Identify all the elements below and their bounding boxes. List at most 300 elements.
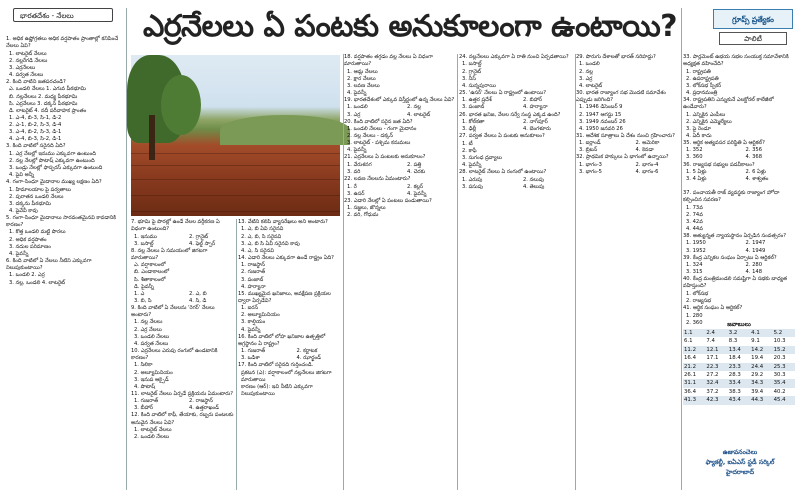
- answer-option: 1. ఎన్నికైన ఎంపీలు: [686, 111, 726, 118]
- answer-option-row: [131, 298, 234, 305]
- answer-option-row: [344, 191, 457, 198]
- answer-option: 1. ఎ, బి ఏవి సరైనవి: [241, 226, 284, 233]
- question-text: 36. రాజ్యసభ సభ్యుల పదవీకాలం?: [683, 161, 755, 168]
- answer-option-row: [459, 104, 574, 111]
- answer-option-row: [683, 240, 795, 247]
- answer-option: సి. శీతాకాలంలో: [134, 276, 166, 283]
- answer-option: 1. 1946 డిసెంబర్ 9: [579, 104, 623, 111]
- answer-row: [683, 346, 795, 354]
- answer-option: 4. పైవేవీ కావు: [9, 207, 38, 214]
- answer-option: 2. గుజరాత్: [241, 269, 266, 276]
- answer-cell: 29.2: [751, 372, 764, 379]
- answer-cell: 16.4: [684, 355, 697, 362]
- answer-option: 4. ప్రధానమంత్రి: [686, 89, 718, 96]
- answer-option: 2. గ్రానైట్: [189, 233, 209, 240]
- question-text: 30. భారత రాజ్యాంగ సభ మొదటి సమావేశం ఎప్పుడు జరిగింది?: [576, 89, 666, 103]
- answer-option: 4. ఉత్తరాఖండ్: [189, 405, 220, 412]
- answer-cell: 32.4: [705, 379, 727, 387]
- answer-option: 4. ఝార్ఖండ్: [296, 355, 321, 362]
- question-text: 19. భారతదేశంలో ఎక్కువ విస్తీర్ణంలో ఉన్న నేలలు ఏవి?: [344, 96, 455, 103]
- answer-option: 4. సున్నపురాయి: [462, 82, 496, 89]
- answer-cell: 22.3: [705, 363, 727, 371]
- author-city: హైదరాబాద్: [725, 469, 755, 476]
- answer-option: 4. కెనడా: [635, 147, 654, 154]
- answer-option: 3. 4 ఏళ్లు: [686, 176, 707, 183]
- answer-option: 1. కోల్‌కతా: [462, 119, 485, 126]
- answer-cell: 36.4: [684, 388, 697, 395]
- answer-option: 1. సిలికా: [134, 362, 153, 369]
- answer-row: [683, 371, 795, 379]
- answer-option: 3. నీస్: [462, 75, 476, 82]
- answer-option: 2. 356: [745, 147, 762, 154]
- question-text: 40. కేంద్ర మంత్రిమండలి సమష్టిగా ఏ సభకు బాధ్యత వహిస్తుంది?: [683, 276, 788, 290]
- answer-option: 3. బ్రిటన్: [579, 147, 598, 154]
- answer-cell: 2.4: [705, 329, 727, 337]
- question-text: 39. కేంద్ర ఎన్నికల సంఘం ఏర్పాటు ఏ ఆర్టికల్?: [683, 254, 777, 261]
- column-divider: [681, 8, 682, 490]
- answer-option: 1. ఐర్లాండ్: [579, 140, 601, 147]
- answer-option: 3. భాగం-5: [579, 169, 602, 176]
- answer-row: [683, 329, 795, 337]
- question-text: 13. వేటిని కలిపి వ్యాసరేఖలు అని అంటారు?: [238, 219, 328, 225]
- answer-option: 3. ఒండలి నేలలు: [134, 333, 170, 340]
- column-divider: [236, 219, 237, 490]
- answer-option: 3. పసుపు: [462, 183, 483, 190]
- column-divider: [343, 54, 344, 490]
- answer-option-row: [576, 169, 682, 176]
- answer-option: 3. పంజాబ్: [462, 104, 485, 111]
- question-text: 33. పార్లమెంట్ ఉభయ సభల సంయుక్త సమావేశానికి అధ్యక్షత వహించేది?: [683, 54, 789, 68]
- answer-option: 3. ఒడిశా: [241, 355, 260, 362]
- question-text: 12. కింది వాటిలో కాఫీ, తేయాకు, రబ్బరు పంటలకు అనువైన నేలలు ఏవి?: [131, 412, 234, 426]
- answer-cell: 25.3: [773, 363, 795, 371]
- answer-option: 4. లాటరైట్: [407, 111, 431, 118]
- answer-option: 2. రాజ్యసభ: [686, 297, 712, 304]
- answer-option: 3. ఎర్రనేలలు: [9, 64, 36, 71]
- answer-option: 3. లవణ నేలలు: [347, 82, 380, 89]
- answer-key-title: జవాబులు: [727, 321, 751, 328]
- answer-cell: 38.3: [728, 388, 741, 395]
- answer-row: [683, 354, 795, 362]
- answer-option: 4. 148: [745, 269, 762, 276]
- answer-option: 4. ఎ, సి సరైనవి: [241, 247, 274, 254]
- answer-cell: 1.1: [683, 329, 705, 337]
- answer-cell: 40.2: [773, 388, 786, 395]
- answer-option: 4. హర్యానా: [523, 104, 548, 111]
- answer-option: 2. 1947 ఆగస్టు 15: [579, 111, 622, 118]
- answer-option-row: [683, 147, 795, 154]
- question-column-1: [6, 36, 121, 491]
- question-text: 37. పంచాయతీ రాజ్ వ్యవస్థకు రాజ్యాంగ హోదా కల్పించిన సవరణ?: [683, 190, 780, 204]
- answer-option: 1. గుజరాత్: [134, 398, 159, 405]
- answer-option: 2. వరి, గోధుమ: [347, 212, 379, 219]
- answer-option: 3. ఉసర్: [347, 190, 365, 197]
- answer-option-row: [683, 176, 795, 183]
- answer-option: 3. బి, సి: [134, 297, 152, 304]
- author-name: ఉజువనంచెలు: [722, 449, 758, 456]
- answer-option: 1. 1950: [686, 240, 706, 247]
- answer-option-row: [344, 112, 457, 119]
- answer-option: 1. హిమాలయాల పై పర్వతాలు: [9, 186, 71, 193]
- question-text: 35. ఆర్థిక అత్యవసర పరిస్థితి ఏ ఆర్టికల్?: [683, 139, 765, 146]
- answer-option: 2. గ్రానైట్: [462, 68, 482, 75]
- question-text: 23. ఎడారి నేలల్లో ఏ పంటలు పండుతాయి?: [344, 197, 432, 204]
- column-divider: [126, 8, 127, 490]
- answer-option: 3. 1952: [686, 247, 706, 254]
- question-column-3: [238, 219, 342, 491]
- answer-option: 1. కొత్త ఒండలి మట్టి పొరలు: [9, 229, 66, 236]
- answer-option-row: [131, 241, 234, 248]
- answer-option: ఎ. ఒండలి నేలలు 1. ఎగువ పీఠభూమి: [9, 86, 87, 93]
- groups-special-tag: గ్రూప్స్ ప్రత్యేకం: [713, 9, 793, 29]
- answer-option: 4. చెరకు: [407, 169, 426, 176]
- author-affiliation: ఫ్యాకల్టీ, ఐఏఎస్ స్టడీ సర్కిల్: [705, 459, 775, 466]
- question-text: 26. భారత ఖనిజ, నేలల సర్వే సంస్థ ఎక్కడ ఉంది?: [459, 111, 561, 118]
- answer-option-row: [459, 119, 574, 126]
- answer-option: 3. 1949 నవంబర్ 26: [579, 118, 626, 125]
- question-text: 17. కింది వాటిలో సరైనది గుర్తించండి.: [238, 362, 314, 369]
- question-text: 7. భూమి పై పొరల్లో ఉండే నేలల వర్గీకరణ ఏ విధంగా ఉంటుంది?: [131, 219, 220, 233]
- answer-row: [683, 379, 795, 387]
- answer-option: 4. పొటాష్: [134, 383, 156, 390]
- question-text: 1. అధిక ఉష్ణోగ్రతలు అధిక వర్షపాతం ప్రాంతాల్లో కనిపించే నేలలు ఏవి?: [6, 36, 119, 50]
- answer-option: 1. టీ: [462, 140, 473, 147]
- question-column-5: [459, 54, 574, 491]
- answer-option: 2. ఎ, బి, సి సరైనవి: [241, 233, 282, 240]
- answer-option: 2. 74వ: [686, 211, 703, 218]
- answer-option: 2. 1947: [745, 240, 766, 247]
- question-text: 15. ముఖ్యమైన ఖనిజాలు, అవక్షేపణ ప్రక్రియల ద్వారా ఏర్పడేవి?: [238, 290, 331, 304]
- answer-option: 2. 360: [686, 319, 703, 326]
- answer-option: 1. ఎ-4, బి-3, సి-1, డి-2: [9, 114, 62, 121]
- answer-key-table: [683, 329, 795, 405]
- answer-cell: 13.4: [728, 346, 750, 354]
- answer-option: 4. ఫెల్డ్ స్పార్: [189, 240, 216, 247]
- answer-cell: 21.2: [683, 363, 705, 371]
- answer-option-row: [344, 162, 457, 169]
- answer-option: 2. ఎన్నికైన ఎమ్మెల్యేలు: [686, 118, 732, 125]
- answer-option: 1. గుజరాత్: [241, 348, 266, 355]
- answer-option: 1. ఉత్తర ప్రదేశ్: [462, 97, 492, 104]
- answer-option-row: [344, 184, 457, 191]
- answer-row: [683, 337, 795, 345]
- answer-cell: 39.4: [751, 388, 764, 395]
- question-text: 32. ప్రాథమిక హక్కులు ఏ భాగంలో ఉన్నాయి?: [576, 154, 669, 161]
- answer-cell: 12.1: [705, 346, 727, 354]
- answer-cell: 7.4: [706, 338, 715, 345]
- answer-option: 1. ఆమ్ల నేలలు: [347, 68, 378, 75]
- answer-option-row: [459, 184, 574, 191]
- answer-option: 1. రే: [347, 183, 357, 190]
- answer-option: 4. లాటరైట్: [579, 82, 603, 89]
- answer-cell: 24.4: [750, 363, 772, 371]
- answer-option: 4. పైవన్నీ: [241, 326, 261, 333]
- answer-option: 3. దక్కను పీఠభూమి: [9, 200, 52, 207]
- question-text: 9. కింది వాటిలో ఏ నేలలను 'రెగర్' నేలలు అంటారు?: [131, 304, 215, 318]
- answer-option: 2. కర్ణాటక: [296, 348, 318, 355]
- answer-option: 3. లోక్‌సభ స్పీకర్: [686, 82, 722, 89]
- answer-cell: 20.3: [773, 355, 786, 362]
- question-text: 4. గంగా-సింధూ మైదానాల ముఖ్య లక్షణం ఏది?: [6, 179, 102, 186]
- answer-cell: 5.2: [773, 329, 795, 337]
- question-column-6: [576, 54, 682, 491]
- answer-cell: 4.1: [750, 329, 772, 337]
- answer-cell: 33.4: [728, 379, 750, 387]
- question-text: 24. నల్లనేలలు ఎక్కువగా ఏ రాతి నుంచి ఏర్పడతాయి?: [459, 54, 569, 60]
- answer-cell: 30.3: [773, 372, 786, 379]
- answer-cell: 8.3: [728, 338, 738, 345]
- answer-option: 4. పైవన్నీ: [462, 161, 482, 168]
- question-text: 22. లవణ నేలలను ఏమంటారు?: [344, 176, 411, 183]
- answer-option: 4. 368: [745, 154, 762, 161]
- answer-option: 1. నల్ల నేలలు: [134, 319, 163, 326]
- answer-row: [683, 363, 795, 371]
- answer-option: 4. శాశ్వతం: [745, 176, 769, 183]
- answer-option: 1. భాగం-3: [579, 161, 602, 168]
- question-text: 41. ఆర్థిక సంఘం ఏ ఆర్టికల్?: [683, 305, 743, 312]
- answer-option: 4. పైవి అన్నీ: [9, 171, 35, 178]
- answer-option: 4. హర్యానా: [241, 283, 266, 290]
- answer-option: 1. లాటరైట్ నేలలు: [9, 50, 47, 57]
- answer-option: 2. అమెరికా: [635, 140, 660, 147]
- answer-cell: 19.4: [751, 355, 764, 362]
- answer-option: 2. నల్లరేగడి నేలలు: [9, 57, 48, 64]
- answer-option: 3. సుగంధ ద్రవ్యాలు: [462, 154, 502, 161]
- answer-option: 2. ఉపరాష్ట్రపతి: [686, 75, 719, 82]
- answer-cell: 31.1: [683, 379, 705, 387]
- answer-option: 4. సి, డి: [189, 297, 207, 304]
- answer-option: 3. ఇనుప ఆక్సైడ్: [134, 376, 169, 383]
- answer-option: 4. భాగం-6: [635, 169, 659, 176]
- answer-cell: 15.2: [773, 346, 795, 354]
- answer-option: 1. లోక్‌సభ: [686, 290, 709, 297]
- answer-option-row: [576, 162, 682, 169]
- answer-option: 2. నలుపు: [523, 176, 544, 183]
- answer-option: 1. బసాల్ట్: [462, 61, 482, 68]
- answer-cell: 44.3: [750, 396, 772, 404]
- answer-cell: 26.1: [684, 372, 697, 379]
- answer-cell: 45.4: [773, 396, 795, 404]
- question-text: 28. లాటరైట్ నేలలు ఏ రంగులో ఉంటాయి?: [459, 169, 547, 176]
- answer-option: 4. పర్వత నేలలు: [9, 71, 44, 78]
- answer-option: 2. రాజస్థాన్: [189, 398, 214, 405]
- answer-option: 1. సజ్జలు, జొన్నలు: [347, 205, 386, 212]
- answer-option: 2. నల్ల: [579, 68, 593, 75]
- answer-option: 2. ఎర్ర నేలలు: [134, 326, 162, 333]
- answer-cell: 43.4: [728, 396, 750, 404]
- answer-option: 1. ఎర్ర నేలల్లో ఇనుము ఎక్కువగా ఉంటుంది: [9, 150, 96, 157]
- author-credit: [690, 448, 790, 478]
- question-text: 5. గంగా-సింధూ మైదానాలు సారవంతమైనవి కావడానికి కారణం?: [6, 214, 116, 228]
- answer-cell: 28.3: [728, 372, 741, 379]
- answer-option: 3. బసాల్ట్: [134, 240, 154, 247]
- answer-option: 4. బెంగళూరు: [523, 126, 551, 133]
- answer-option: బి. నల్లనేలలు 2. మధ్య పీఠభూమి: [9, 93, 78, 100]
- question-text: 18. వర్షపాతం తగ్గడం వల్ల నేలలు ఏ విధంగా మారుతాయి?: [344, 54, 433, 68]
- section-tag: భారతదేశం - నేలలు: [13, 8, 113, 22]
- answer-cell: 14.2: [750, 346, 772, 354]
- answer-option: 2. అల్యూమినియం: [134, 369, 173, 376]
- answer-option: 2. నల్ల నేలలు - దక్కన్: [347, 133, 394, 140]
- answer-option: 2. నల్ల: [407, 104, 421, 111]
- question-text: 20. కింది వాటిలో సరైన జత ఏది?: [344, 118, 413, 125]
- answer-option: ప్రకటన (ఎ): వర్షాకాలంలో నల్లనేలలు జిగటగా మారుతాయి: [241, 369, 332, 384]
- answer-option: 2. పురాతన ఒండలి నేలలు: [9, 193, 64, 200]
- answer-option: 4. పర్వత నేలలు: [134, 340, 169, 347]
- column-divider: [457, 54, 458, 490]
- answer-option-row: [683, 262, 795, 269]
- answer-option: 1. 280: [686, 312, 703, 319]
- answer-cell: 37.2: [706, 388, 719, 395]
- answer-option: 3. 360: [686, 154, 703, 161]
- answer-option: 1. ఒండలి 2. ఎర్ర: [9, 272, 45, 279]
- answer-option: 2. పత్తి: [407, 161, 422, 168]
- answer-cell: 23.3: [728, 363, 750, 371]
- answer-option: 1. రాష్ట్రపతి: [686, 68, 711, 75]
- answer-option: 1. ఐరన్: [241, 305, 259, 312]
- answer-option: 1. ఒండలి: [347, 104, 368, 111]
- answer-option: కారణం (ఆర్): ఇవి నీటిని ఎక్కువగా నిలుపుకుంటాయి: [241, 384, 313, 398]
- answer-option: ఎ. వర్షాకాలంలో: [134, 262, 166, 269]
- answer-option: 2. నాగ్‌పూర్: [523, 119, 548, 126]
- answer-option: 1. వేరుశనగ: [347, 161, 372, 168]
- answer-option-row: [683, 248, 795, 255]
- answer-option: 4. పైవన్నీ: [407, 190, 427, 197]
- answer-option: 2. 280: [745, 262, 762, 269]
- answer-option: 4. పైవన్నీ: [9, 250, 29, 257]
- question-text: 25. 'ఉసర్' నేలలు ఏ రాష్ట్రంలో ఉంటాయి?: [459, 89, 547, 96]
- answer-option: 3. నల్ల, ఒండలి 4. లాటరైట్: [9, 279, 66, 286]
- question-text: 34. రాష్ట్రపతిని ఎన్నుకునే ఎలక్టోరల్ కాలేజీలో ఉండేవారు?: [683, 96, 774, 111]
- question-text: 8. నల్ల నేలలు ఏ సమయంలో జిగటగా మారుతాయి?: [131, 247, 208, 261]
- answer-cell: 17.1: [706, 355, 719, 362]
- answer-row: [683, 388, 795, 396]
- answer-option: 4. పైవన్నీ: [347, 89, 367, 96]
- question-text: 10. ఎర్రనేలలు ఎరుపు రంగులో ఉండటానికి కారణం?: [131, 347, 218, 361]
- answer-cell: 9.1: [751, 338, 760, 345]
- answer-option: 2. క్షార నేలలు: [347, 75, 376, 82]
- answer-option: 2. ఎ-1, బి-2, సి-3, డి-4: [9, 121, 62, 128]
- answer-option: 3. ఎర్ర: [579, 75, 593, 82]
- answer-option: 2. ఒండలి నేలలు: [134, 434, 170, 441]
- answer-option: 1. ఎరుపు: [462, 176, 483, 183]
- answer-option-row: [131, 234, 234, 241]
- answer-option: 3. నదుల పరిమాణం: [9, 243, 51, 250]
- answer-option: 2. భాగం-4: [635, 161, 659, 168]
- answer-cell: 27.2: [706, 372, 719, 379]
- answer-option: 2. అధిక వర్షపాతం: [9, 236, 47, 243]
- answer-cell: 42.3: [705, 396, 727, 404]
- answer-option: సి. ఎర్రనేలలు 3. దక్కన్ పీఠభూమి: [9, 100, 78, 107]
- answer-option: 3. పై రెండూ: [686, 125, 711, 132]
- answer-option: 1. ఒండలి: [579, 61, 600, 68]
- page-title: ఎర్రనేలలు ఏ పంటకు అనుకూలంగా ఉంటాయి?: [142, 9, 678, 44]
- question-text: 16. కింది వాటిలో లోహ ఖనిజాల ఉత్పత్తిలో అగ్రస్థానం ఏ రాష్ట్రం?: [238, 333, 326, 347]
- answer-option: 1. ఇనుము: [134, 233, 157, 240]
- answer-option: 4. ఎ-4, బి-3, సి-2, డి-1: [9, 136, 62, 143]
- answer-option: 2. కల్లర్: [407, 183, 424, 190]
- answer-option: 3. ఒండ్రు నేలల్లో ఫాస్ఫరస్ ఎక్కువగా ఉంటుంది: [9, 164, 103, 171]
- question-text: 6. కింది వాటిలో ఏ నేలలు నీటిని ఎక్కువగా నిలుపుకుంటాయి?: [6, 257, 92, 271]
- answer-cell: 10.3: [773, 338, 786, 345]
- answer-option: 2. అల్యూమినియం: [241, 312, 280, 319]
- answer-option-row: [459, 177, 574, 184]
- answer-option: 4. 1950 జనవరి 26: [579, 125, 623, 132]
- question-text: 2. కింది వాటిని జతపరచండి?: [6, 78, 66, 85]
- answer-option: 3. పంజాబ్: [241, 276, 264, 283]
- answer-option-row: [131, 291, 234, 298]
- answer-option: 2. ఎ, బి: [189, 290, 207, 297]
- answer-option: 1. ఒండలి నేలలు - గంగా మైదానం: [347, 126, 417, 133]
- answer-cell: 3.2: [728, 329, 750, 337]
- answer-cell: 41.3: [683, 396, 705, 404]
- answer-option: 3. వరి: [347, 169, 361, 176]
- answer-option: 3. కాల్షియం: [241, 319, 266, 326]
- question-text: 27. పర్వత నేలలు ఏ పంటకు అనుకూలం?: [459, 133, 545, 140]
- question-column-2: [131, 219, 234, 491]
- answer-option: డి. పైవన్నీ: [134, 283, 154, 290]
- question-text: 11. లాటరైట్ నేలలు ఏర్పడే ప్రక్రియను ఏమంటారు?: [131, 390, 234, 397]
- answer-option: 2. నల్ల నేలల్లో పొటాష్ ఎక్కువగా ఉంటుంది: [9, 157, 95, 164]
- question-text: 3. కింది వాటిలో సరైనది ఏది?: [6, 143, 66, 150]
- question-text: 31. ఆదేశిక సూత్రాలు ఏ దేశం నుంచి గ్రహించారు?: [576, 132, 675, 139]
- question-column-4: [344, 54, 457, 491]
- answer-option: 3. 42వ: [686, 218, 703, 225]
- polity-tag: పాలిటీ: [719, 32, 787, 45]
- question-text: 21. ఎర్రనేలలు ఏ పంటలకు అనుకూలం?: [344, 154, 426, 161]
- question-text: 14. ఎడారి నేలలు ఎక్కువగా ఉండే రాష్ట్రం ఏది?: [238, 254, 334, 261]
- answer-option: 3. బీహార్: [134, 405, 154, 412]
- answer-cell: 11.2: [683, 346, 705, 354]
- answer-option-row: [344, 104, 457, 111]
- answer-option: 1. రాజస్థాన్: [241, 262, 266, 269]
- answer-option: 1. ఎ: [134, 290, 145, 297]
- question-text: 29. పొరుగు దేశాలతో భారత్ సరిహద్దు?: [576, 54, 656, 60]
- answer-option: 2. కాఫీ: [462, 147, 477, 154]
- answer-option: 1. 352: [686, 147, 703, 154]
- answer-option: 4. 44వ: [686, 225, 703, 232]
- answer-option: 1. 324: [686, 262, 703, 269]
- answer-option: 2. బిహార్: [523, 97, 543, 104]
- answer-cell: 35.4: [773, 379, 795, 387]
- answer-option: 3. 315: [686, 269, 703, 276]
- answer-option: 4. ఏదీ కాదు: [686, 132, 712, 139]
- answer-option: 2. 6 ఏళ్లు: [745, 169, 766, 176]
- answer-option: డి. లాటరైట్ 4. నదీ పరీవాహక ప్రాంతం: [9, 107, 87, 114]
- answer-option: 1. లాటరైట్ నేలలు: [134, 427, 172, 434]
- answer-cell: 18.4: [728, 355, 741, 362]
- answer-option: 3. ఎ-4, బి-2, సి-3, డి-1: [9, 129, 62, 135]
- red-soil-field-photo: [131, 55, 340, 216]
- answer-option: 3. ఎర్ర: [347, 111, 361, 118]
- answer-cell: 6.1: [684, 338, 693, 345]
- answer-option: 4. తెలుపు: [523, 183, 545, 190]
- answer-key: [683, 321, 795, 464]
- answer-option: 1. 5 ఏళ్లు: [686, 169, 707, 176]
- answer-option: బి. ఎండాకాలంలో: [134, 269, 170, 276]
- answer-option-row: [683, 154, 795, 161]
- answer-option: 4. 1949: [745, 247, 766, 254]
- answer-cell: 34.3: [750, 379, 772, 387]
- answer-row: [683, 396, 795, 404]
- question-text: 38. అత్యున్నత న్యాయస్థానం ఏర్పడిన సంవత్సరం?: [683, 232, 786, 239]
- column-divider: [575, 54, 576, 490]
- answer-option: 3. లాటరైట్ - పశ్చిమ కనుమలు: [347, 140, 411, 147]
- answer-option: 3. ఢిల్లీ: [462, 126, 477, 133]
- answer-option: 1. 73వ: [686, 204, 703, 211]
- answer-option: 4. పైవన్నీ: [347, 147, 367, 154]
- answer-option: 3. ఎ, బి సి ఏవీ సరైనవి కావు: [241, 240, 300, 247]
